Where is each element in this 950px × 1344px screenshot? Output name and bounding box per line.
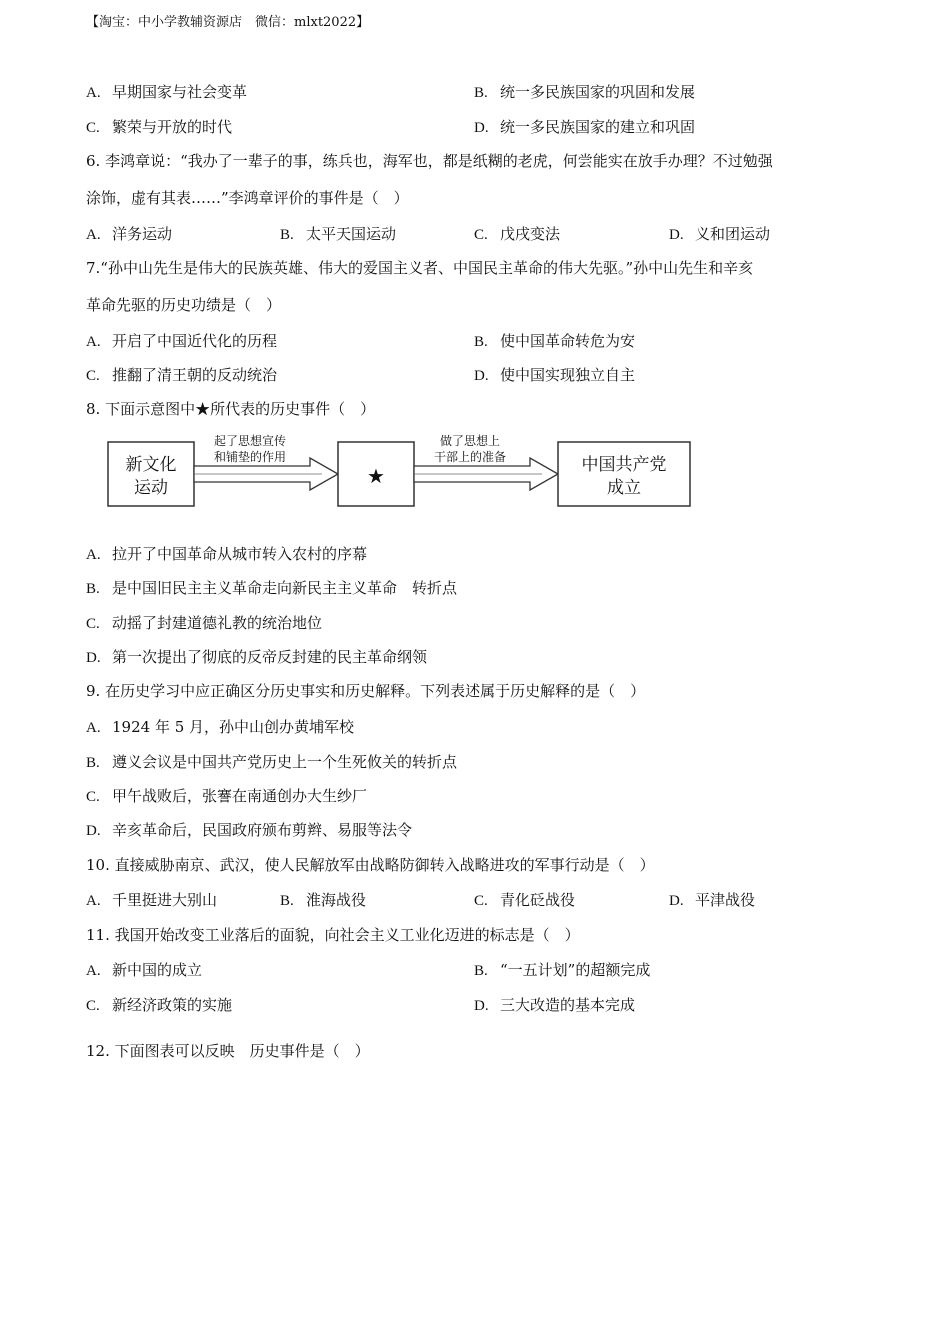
q7-option-a[interactable] (86, 331, 277, 352)
q7-stem-line-2: 革命先驱的历史功绩是（ ） (86, 296, 282, 314)
option-letter: B. (474, 963, 488, 979)
q8-stem: 8. 下面示意图中★所代表的历史事件（ ） (86, 400, 376, 418)
option-text: 开启了中国近代化的历程 (112, 332, 278, 350)
option-letter: C. (474, 227, 488, 243)
option-letter: A. (86, 720, 101, 736)
arrow2-label-line2: 干部上的准备 (433, 450, 507, 464)
option-text: 是中国旧民主主义革命走向新民主主义革命 转折点 (112, 579, 458, 597)
option-letter: A. (86, 85, 101, 101)
option-text: 统一多民族国家的建立和巩固 (500, 118, 696, 136)
arrow1-label-line1: 起了思想宣传 (213, 434, 287, 448)
option-letter: D. (474, 368, 489, 384)
option-letter: D. (474, 120, 489, 136)
option-letter: C. (86, 120, 100, 136)
option-text: 甲午战败后，张謇在南通创办大生纱厂 (112, 787, 368, 805)
q10-option-a[interactable] (86, 890, 217, 911)
q11-option-d[interactable] (474, 995, 635, 1016)
option-text: 千里挺进大别山 (112, 891, 218, 909)
option-text: 辛亥革命后，民国政府颁布剪辫、易服等法令 (112, 821, 413, 839)
option-letter: C. (474, 893, 488, 909)
option-letter: B. (474, 334, 488, 350)
option-text: 新中国的成立 (112, 961, 203, 979)
option-text: 使中国实现独立自主 (500, 366, 636, 384)
option-text: 使中国革命转危为安 (500, 332, 636, 350)
q10-option-c[interactable] (474, 890, 575, 911)
option-text: 拉开了中国革命从城市转入农村的序幕 (112, 545, 368, 563)
option-letter: D. (86, 650, 101, 666)
q8-option-b[interactable] (86, 578, 457, 599)
option-text: 青化砭战役 (500, 891, 576, 909)
q6-stem-line-2: 涂饰，虚有其表……”李鸿章评价的事件是（ ） (86, 189, 409, 207)
option-text: 太平天国运动 (306, 225, 397, 243)
option-letter: A. (86, 227, 101, 243)
q11-option-b[interactable] (474, 960, 650, 981)
box1-label-line1: 新文化 (125, 455, 177, 475)
arrow2-label-line1: 做了思想上 (439, 434, 501, 448)
option-text: 1924 年 5 月，孙中山创办黄埔军校 (112, 718, 355, 736)
option-text: 平津战役 (695, 891, 756, 909)
q9-option-d[interactable] (86, 820, 412, 841)
option-letter: D. (669, 893, 684, 909)
q8-option-d[interactable] (86, 647, 427, 668)
q5-option-c[interactable] (86, 117, 232, 138)
box1-label-line2: 运动 (134, 478, 168, 498)
page-header-watermark: 【淘宝：中小学教辅资源店 微信：mlxt2022】 (86, 15, 370, 30)
option-letter: B. (86, 755, 100, 771)
option-text: “一五计划”的超额完成 (500, 961, 651, 979)
q8-option-c[interactable] (86, 613, 322, 634)
q9-option-c[interactable] (86, 786, 367, 807)
option-text: 义和团运动 (695, 225, 771, 243)
q5-option-b[interactable] (474, 82, 695, 103)
box3-label-line2: 成立 (607, 478, 641, 498)
option-letter: C. (86, 616, 100, 632)
q9-option-b[interactable] (86, 752, 457, 773)
option-text: 统一多民族国家的巩固和发展 (500, 83, 696, 101)
option-letter: D. (669, 227, 684, 243)
q10-stem: 10. 直接威胁南京、武汉，使人民解放军由战略防御转入战略进攻的军事行动是（ ） (86, 856, 655, 874)
option-text: 遵义会议是中国共产党历史上一个生死攸关的转折点 (112, 753, 458, 771)
option-text: 新经济政策的实施 (112, 996, 233, 1014)
star-icon: ★ (367, 464, 385, 488)
q8-option-a[interactable] (86, 544, 367, 565)
q6-option-d[interactable] (669, 224, 770, 245)
option-letter: A. (86, 334, 101, 350)
option-letter: C. (86, 998, 100, 1014)
q8-flow-diagram (104, 430, 694, 512)
option-letter: B. (86, 581, 100, 597)
option-text: 早期国家与社会变革 (112, 83, 248, 101)
box3-label-line1: 中国共产党 (581, 455, 667, 475)
q9-option-a[interactable] (86, 717, 354, 738)
q7-stem-line-1: 7.“孙中山先生是伟大的民族英雄、伟大的爱国主义者、中国民主革命的伟大先驱。”孙中山先生和辛亥 (86, 259, 754, 277)
q11-option-c[interactable] (86, 995, 232, 1016)
option-letter: B. (280, 227, 294, 243)
option-text: 推翻了清王朝的反动统治 (112, 366, 278, 384)
option-letter: B. (280, 893, 294, 909)
q6-option-c[interactable] (474, 224, 560, 245)
option-text: 戊戌变法 (500, 225, 561, 243)
option-letter: C. (86, 789, 100, 805)
option-letter: C. (86, 368, 100, 384)
q5-option-a[interactable] (86, 82, 247, 103)
option-letter: A. (86, 963, 101, 979)
option-letter: A. (86, 893, 101, 909)
option-letter: D. (474, 998, 489, 1014)
q7-option-c[interactable] (86, 365, 277, 386)
q6-option-b[interactable] (280, 224, 396, 245)
q12-stem: 12. 下面图表可以反映 历史事件是（ ） (86, 1042, 370, 1060)
option-text: 第一次提出了彻底的反帝反封建的民主革命纲领 (112, 648, 428, 666)
q10-option-b[interactable] (280, 890, 366, 911)
q5-option-d[interactable] (474, 117, 695, 138)
q9-stem: 9. 在历史学习中应正确区分历史事实和历史解释。下列表述属于历史解释的是（ ） (86, 682, 646, 700)
option-text: 淮海战役 (306, 891, 367, 909)
option-letter: A. (86, 547, 101, 563)
option-text: 三大改造的基本完成 (500, 996, 636, 1014)
arrow1-label-line2: 和铺垫的作用 (213, 450, 287, 464)
q10-option-d[interactable] (669, 890, 755, 911)
q7-option-b[interactable] (474, 331, 635, 352)
q6-option-a[interactable] (86, 224, 172, 245)
option-letter: B. (474, 85, 488, 101)
option-letter: D. (86, 823, 101, 839)
q11-stem: 11. 我国开始改变工业落后的面貌，向社会主义工业化迈进的标志是（ ） (86, 926, 580, 944)
q6-stem-line-1: 6. 李鸿章说：“我办了一辈子的事，练兵也，海军也，都是纸糊的老虎，何尝能实在放手办理？不过勉强 (86, 152, 773, 170)
option-text: 洋务运动 (112, 225, 173, 243)
option-text: 动摇了封建道德礼教的统治地位 (112, 614, 323, 632)
option-text: 繁荣与开放的时代 (112, 118, 233, 136)
q7-option-d[interactable] (474, 365, 635, 386)
q11-option-a[interactable] (86, 960, 202, 981)
